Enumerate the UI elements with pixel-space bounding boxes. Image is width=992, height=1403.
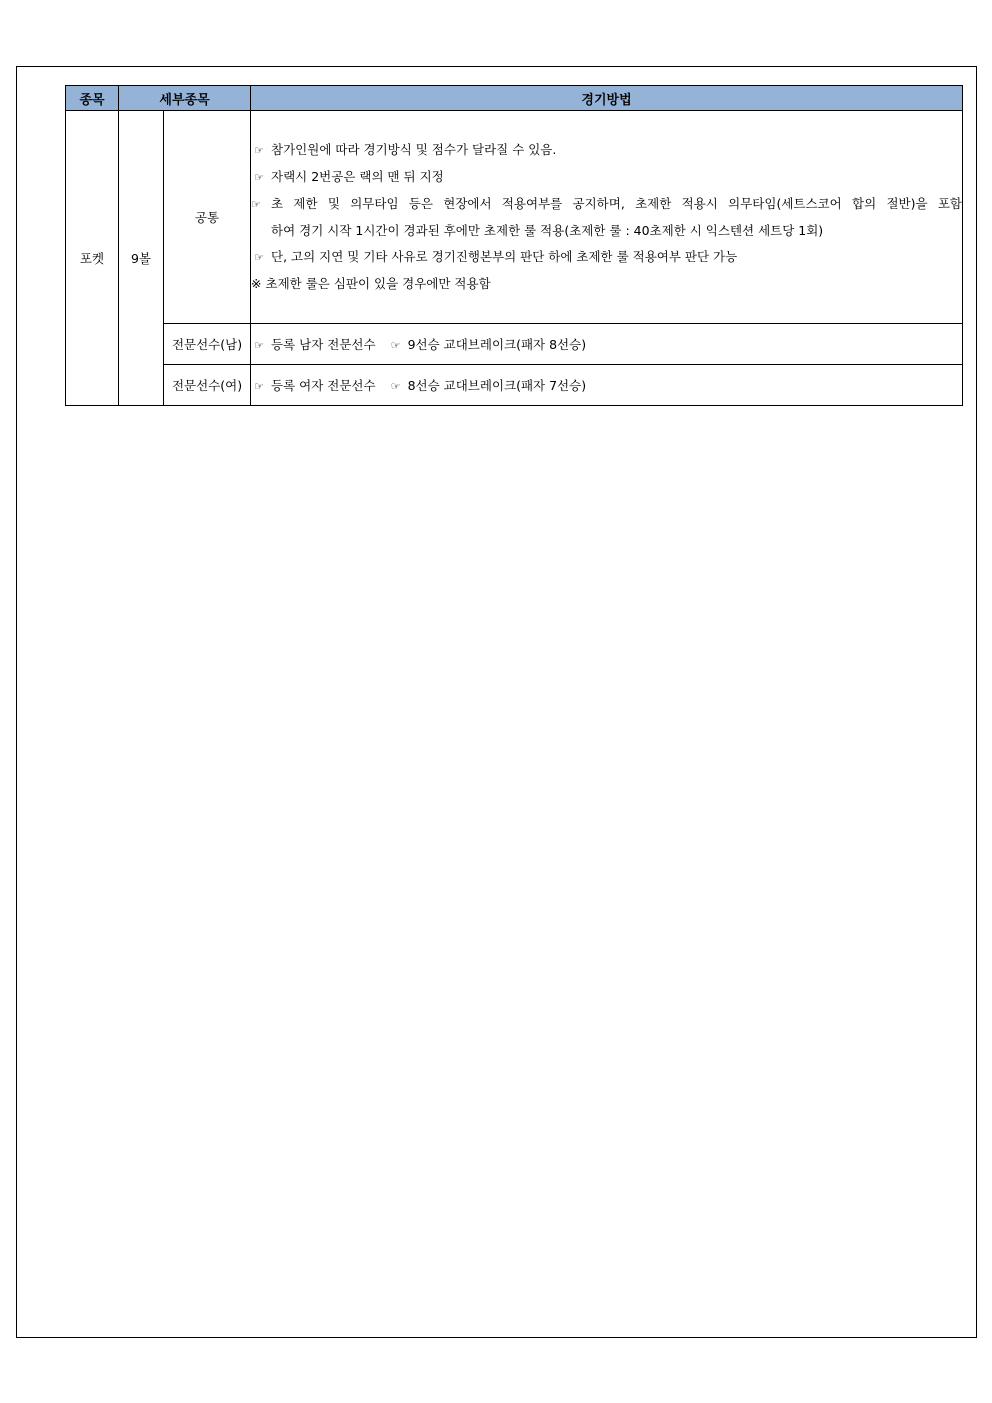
table-row-pro-women <box>66 365 963 406</box>
header-sub-event: 세부종목 <box>119 86 251 111</box>
header-event: 종목 <box>66 86 119 111</box>
list-item: ☞ 참가인원에 따라 경기방식 및 점수가 달라질 수 있음. <box>251 137 962 164</box>
pointing-hand-icon: ☞ <box>254 171 264 184</box>
table-row-pro-men <box>66 324 963 365</box>
pointing-hand-icon: ☞ <box>254 339 264 352</box>
sub-event-cell: 9볼 <box>119 111 164 406</box>
category-common: 공통 <box>164 111 251 324</box>
pointing-hand-icon: ☞ <box>254 144 264 157</box>
category-pro-women: 전문선수(여) <box>164 365 251 406</box>
pointing-hand-icon: ☞ <box>251 198 261 211</box>
list-item: ☞ 자랙시 2번공은 랙의 맨 뒤 지정 <box>251 164 962 191</box>
list-item: ☞ 단, 고의 지연 및 기타 사유로 경기진행본부의 판단 하에 초제한 룰 적용여부 판단 가능 <box>251 244 962 271</box>
table-row-common <box>66 111 963 324</box>
note-item: ※ 초제한 룰은 심판이 있을 경우에만 적용함 <box>251 271 962 297</box>
header-row <box>66 86 963 111</box>
method-common <box>251 111 963 324</box>
list-item-continuation: 하여 경기 시작 1시간이 경과된 후에만 초제한 룰 적용(초제한 룰 : 40초제한 시 익스텐션 세트당 1회) <box>271 223 824 238</box>
method-pro-men: ☞ 등록 남자 전문선수 ☞ 9선승 교대브레이크(패자 8선승) <box>251 324 963 365</box>
header-method: 경기방법 <box>251 86 963 111</box>
category-pro-men: 전문선수(남) <box>164 324 251 365</box>
event-cell: 포켓 <box>66 111 119 406</box>
reference-mark: ※ <box>251 276 262 291</box>
pointing-hand-icon: ☞ <box>254 251 264 264</box>
list-item: ☞ 초 제한 및 의무타임 등은 현장에서 적용여부를 공지하며, 초제한 적용시 의무타임(세트스코어 합의 절반)을 포함 <box>251 191 962 218</box>
pointing-hand-icon: ☞ <box>390 380 401 393</box>
pointing-hand-icon: ☞ <box>254 380 264 393</box>
pointing-hand-icon: ☞ <box>390 339 401 352</box>
rules-table <box>65 85 963 406</box>
method-pro-women: ☞ 등록 여자 전문선수 ☞ 8선승 교대브레이크(패자 7선승) <box>251 365 963 406</box>
